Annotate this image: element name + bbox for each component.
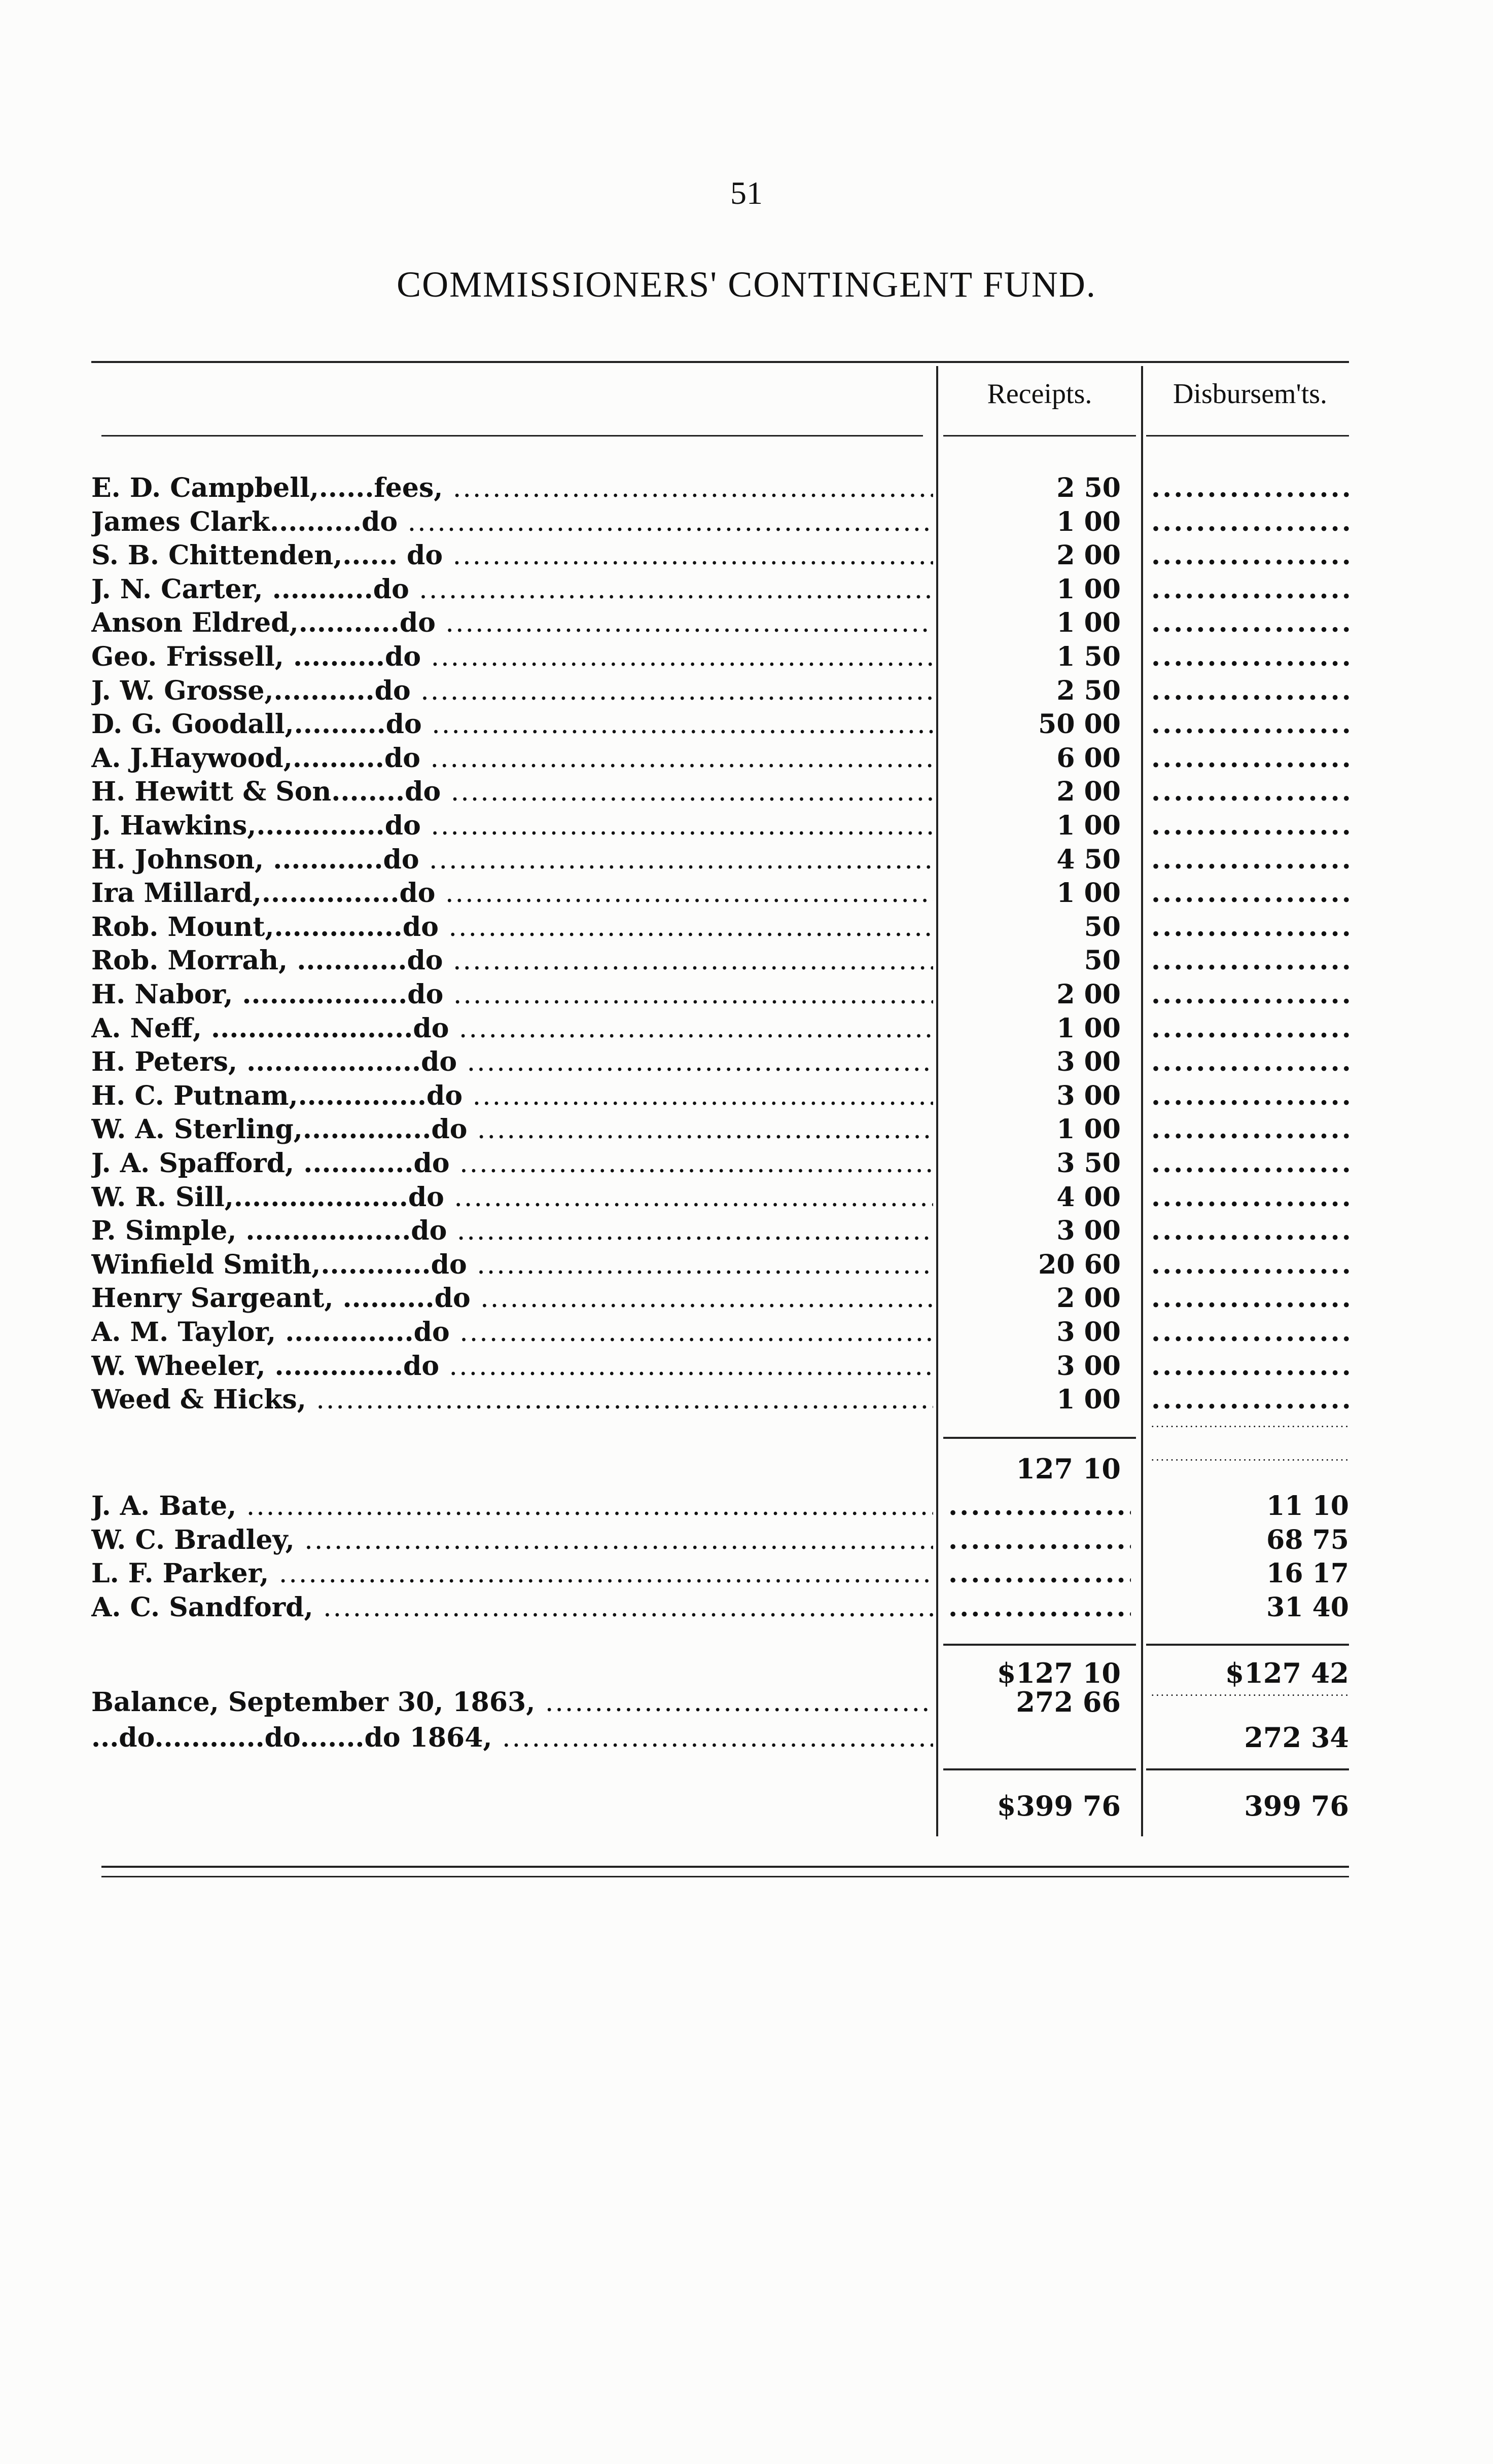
receipt-name: S. B. Chittenden,...... do ..... [91,539,933,572]
header-rule-disb [1146,435,1349,437]
receipt-amount: 2 50 [1056,675,1121,706]
receipt-name: J. W. Grosse,...........do ..... [91,674,933,708]
disb-empty-dots [1151,573,1349,606]
disb-empty-dots [1151,1383,1349,1417]
receipt-amount: 6 00 [1056,742,1121,774]
disb-empty-dots [1151,809,1349,843]
disb-empty-dots [1151,877,1349,910]
subtotal-rule [943,1437,1136,1439]
receipt-amount: 3 00 [1056,1317,1121,1348]
grand-rule-disb [1146,1768,1349,1770]
receipts-total-1: $127 10 [997,1657,1121,1689]
disb-empty-dots [1151,1214,1349,1248]
receipt-amount: 2 00 [1056,979,1121,1010]
receipt-amount: 3 00 [1056,1350,1121,1382]
receipt-amount: 3 00 [1056,1046,1121,1078]
bottom-rule-2 [101,1876,1349,1877]
receipt-name: D. G. Goodall,..........do ..... [91,708,933,741]
receipt-name: W. R. Sill,...................do ..... [91,1181,933,1214]
disbursement-amount: 16 17 [1266,1558,1349,1589]
totals-rule-receipts [943,1644,1136,1646]
receipt-name: W. A. Sterling,..............do ..... [91,1113,933,1146]
receipt-name: J. Hawkins,..............do ..... [91,809,933,843]
disb-empty-dots [1151,539,1349,572]
receipt-amount: 2 00 [1056,540,1121,571]
receipt-amount: 1 00 [1056,1114,1121,1145]
receipt-name: E. D. Campbell,......fees, ..... [91,472,933,505]
receipt-amount: 1 00 [1056,810,1121,841]
disb-dots-subtotal-a [1151,1420,1349,1429]
disb-empty-dots [1151,843,1349,877]
disb-empty-dots [1151,1316,1349,1349]
disb-empty-dots [1151,1350,1349,1383]
receipt-amount: 50 00 [1038,709,1121,740]
receipt-name: A. M. Taylor, ..............do ..... [91,1316,933,1349]
disb-empty-dots [1151,606,1349,640]
disbursement-name: L. F. Parker, ..... [91,1557,933,1590]
receipt-name: Anson Eldred,...........do ..... [91,606,933,640]
receipt-amount: 2 00 [1056,1283,1121,1314]
disb-empty-dots [1151,1113,1349,1146]
disbursement-name: A. C. Sandford, ..... [91,1591,933,1624]
receipt-amount: 3 00 [1056,1080,1121,1111]
column-divider-left [936,366,938,1836]
disb-empty-dots [1151,775,1349,809]
header-rule-left [101,435,923,437]
receipt-name: Winfield Smith,............do ..... [91,1248,933,1282]
receipt-name: Rob. Morrah, ............do ..... [91,944,933,977]
receipt-empty-dots [948,1524,1131,1557]
receipt-name: Weed & Hicks, ..... [91,1383,933,1417]
receipt-name: Geo. Frissell, ..........do ..... [91,640,933,674]
receipt-amount: 2 00 [1056,776,1121,808]
receipt-name: W. Wheeler, ..............do ..... [91,1350,933,1383]
disb-empty-dots [1151,472,1349,505]
column-divider-right [1141,366,1143,1836]
page-title: COMMISSIONERS' CONTINGENT FUND. [397,264,1096,305]
receipt-amount: 4 50 [1056,844,1121,875]
receipt-name: J. N. Carter, ...........do ..... [91,573,933,606]
receipt-name: Rob. Mount,..............do ..... [91,911,933,944]
receipt-name: P. Simple, ..................do ..... [91,1214,933,1248]
receipt-amount: 50 [1084,945,1121,976]
disbursement-name: W. C. Bradley, ..... [91,1524,933,1557]
receipt-amount: 1 50 [1056,641,1121,672]
disb-empty-dots [1151,640,1349,674]
disb-empty-dots [1151,978,1349,1011]
disbursement-amount: 11 10 [1266,1491,1349,1521]
disb-empty-dots [1151,1079,1349,1113]
top-rule [91,361,1349,363]
receipt-amount: 4 00 [1056,1181,1121,1213]
grand-rule-receipts [943,1768,1136,1770]
page-number: 51 [730,175,763,211]
receipt-name: Henry Sargeant, ..........do ..... [91,1282,933,1315]
disb-dots-subtotal-b [1151,1453,1349,1463]
receipt-name: H. C. Putnam,..............do ..... [91,1079,933,1113]
disbursements-header: Disbursem'ts. [1172,378,1328,410]
disb-empty-dots [1151,708,1349,741]
receipt-amount: 1 00 [1056,1012,1121,1044]
receipt-name: J. A. Spafford, ............do ..... [91,1147,933,1180]
receipts-subtotal: 127 10 [1016,1453,1121,1485]
receipt-amount: 1 00 [1056,878,1121,909]
disb-empty-dots [1151,742,1349,775]
receipts-header: Receipts. [987,378,1092,410]
disbursements-total-1: $127 42 [1225,1657,1349,1689]
balance-1863-label: Balance, September 30, 1863, ..... [91,1686,933,1719]
receipt-name: James Clark..........do ..... [91,505,933,539]
disb-empty-dots [1151,674,1349,708]
disb-empty-dots [1151,1147,1349,1180]
balance-1863-receipts: 272 66 [1016,1686,1121,1718]
disb-empty-dots [1151,1012,1349,1045]
receipt-amount: 1 00 [1056,573,1121,605]
receipt-name: H. Peters, ...................do ..... [91,1045,933,1079]
receipt-amount: 1 00 [1056,506,1121,537]
disb-empty-dots [1151,1282,1349,1315]
balance-1864-disbursements: 272 34 [1244,1721,1349,1754]
receipt-amount: 3 50 [1056,1148,1121,1179]
balance-1863-disb-dots [1151,1688,1349,1698]
receipt-amount: 20 60 [1038,1249,1121,1280]
receipt-empty-dots [948,1591,1131,1624]
receipt-amount: 50 [1084,911,1121,943]
grand-total-disbursements: 399 76 [1244,1790,1349,1822]
receipt-name: H. Johnson, ............do ..... [91,843,933,877]
disb-empty-dots [1151,505,1349,539]
balance-1864-label: ...do............do.......do 1864, ..... [91,1721,933,1755]
disbursement-amount: 31 40 [1266,1591,1349,1623]
disb-empty-dots [1151,911,1349,944]
disb-empty-dots [1151,1181,1349,1214]
receipt-empty-dots [948,1557,1131,1590]
receipt-amount: 3 00 [1056,1215,1121,1247]
disbursement-amount: 68 75 [1266,1524,1349,1555]
receipt-name: H. Nabor, ..................do ..... [91,978,933,1011]
totals-rule-disb [1146,1644,1349,1646]
disb-empty-dots [1151,1045,1349,1079]
bottom-rule-1 [101,1866,1349,1868]
disb-empty-dots [1151,1248,1349,1282]
header-rule-receipts [943,435,1136,437]
receipt-name: H. Hewitt & Son........do ..... [91,775,933,809]
disbursement-name: J. A. Bate, ..... [91,1490,933,1523]
receipt-name: A. Neff, ......................do ..... [91,1012,933,1045]
receipt-name: A. J.Haywood,..........do ..... [91,742,933,775]
disb-empty-dots [1151,944,1349,977]
receipt-amount: 1 00 [1056,1384,1121,1416]
receipt-amount: 2 50 [1056,473,1121,503]
receipt-empty-dots [948,1490,1131,1523]
receipt-name: Ira Millard,...............do ..... [91,877,933,910]
grand-total-receipts: $399 76 [997,1790,1121,1822]
receipt-amount: 1 00 [1056,607,1121,639]
